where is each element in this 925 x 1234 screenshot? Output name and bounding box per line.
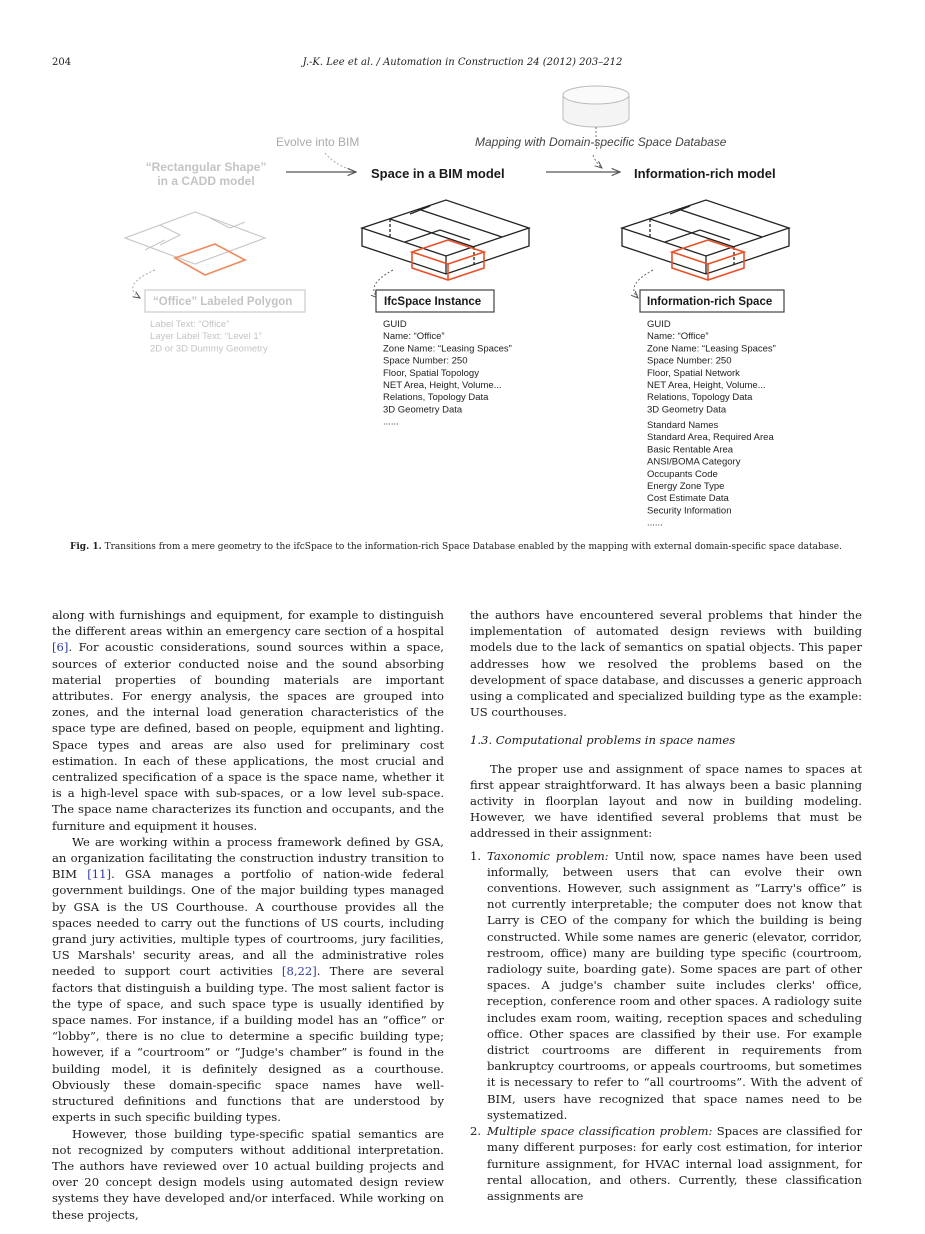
figure-1 [0,0,925,540]
attribute-line: Relations, Topology Data [383,392,489,404]
attribute-line: Name: “Office” [647,331,709,343]
text-run: along with furnishings and equipment, for example to distinguish the different areas within an emergency care section of a hospital [52,608,444,639]
attribute-line: Security Information [647,505,732,517]
attribute-line: GUID [647,319,671,330]
running-header: J.-K. Lee et al. / Automation in Construction 24 (2012) 203–212 [302,57,623,68]
text-run: . For acoustic considerations, sound sources within a space, sources of exterior conducted noise and the sound absorbing material properties of bounding materials are important attributes. For energy analysis, the spaces are grouped into zones, and the internal load generation characteristics of the space type are defined, based on people, equipment and lighting. Space types and areas are also used for preliminary cost estimation. In each of these applications, the most crucial and centralized specification of a space is the space name, whether it is a high-level space with sub-spaces, or a low level sub-space. The space name characterizes its function and occupants, and the furniture and equipment it houses. [52,640,444,833]
box-information-rich-space-label: Information-rich Space [647,296,773,308]
citation-link[interactable]: [11] [87,867,112,882]
stage1-title-line2: in a CADD model [157,174,255,188]
list-item-title: Multiple space classification problem: [487,1124,713,1139]
page-number: 204 [52,57,72,68]
ifcspace-attribute-list [383,319,512,428]
attribute-line: ...... [383,416,399,428]
cadd-polygon-drawing [125,212,265,275]
attribute-line: Standard Names [647,420,719,431]
info-rich-extra-attribute-list [647,420,774,529]
text-run: We are working within a process framework defined by GSA, an organization facilitating the construction industry transition to BIM [52,834,444,882]
list-number: 2. [470,1124,482,1139]
database-icon [563,86,629,127]
info-rich-attribute-list [647,319,776,415]
attribute-line: Floor, Spatial Topology [383,367,479,379]
paragraph: the authors have encountered several problems that hinder the implementation of automated design reviews with building models due to the lack of semantics on spatial objects. This paper addresses how we resolved the problems based on the development of space database, and discusses a generic approach using a complicated and specialized building type as the example: US courthouses. [470,608,862,720]
caption-label: Fig. 1. [70,542,102,552]
stage1-title-line1: “Rectangular Shape” [145,160,267,174]
attribute-line: NET Area, Height, Volume... [383,380,502,391]
paragraph [52,607,444,834]
list-item-title: Taxonomic problem: [487,848,609,863]
attribute-line: Name: “Office” [383,331,445,343]
evolve-label: Evolve into BIM [276,135,360,149]
attribute-line: ...... [647,517,663,529]
attribute-line: Cost Estimate Data [647,493,729,505]
attribute-line: Zone Name: “Leasing Spaces” [383,343,512,355]
citation-link[interactable]: [6] [52,640,69,655]
attribute-line: ANSI/BOMA Category [647,456,741,468]
list-number: 1. [470,848,482,863]
left-column [52,607,444,1223]
attribute-line: 3D Geometry Data [647,404,727,416]
attribute-line: 2D or 3D Dummy Geometry [150,343,268,355]
attribute-line: Energy Zone Type [647,481,725,492]
polygon-attribute-list [150,319,268,354]
attribute-line: Zone Name: “Leasing Spaces” [647,343,776,355]
list-item-text: Spaces are classified for many different purposes: for early cost estimation, for interior furniture assignment, for HVAC internal load assignment, for rental allocation, and others. Currently, these classification assignments are [487,1124,862,1203]
paragraph [52,834,444,1126]
figure-caption [70,541,870,553]
paragraph: The proper use and assignment of space names to spaces at first appear straightforward. It has always been a basic planning activity in floorplan layout and now in building modeling. However, we have identified several problems that must be addressed in their assignment: [470,761,862,841]
attribute-line: GUID [383,319,407,330]
caption-text: Transitions from a mere geometry to the ifcSpace to the information-rich Space Database enabled by the mapping with external domain-specific space database. [101,542,842,552]
attribute-line: 3D Geometry Data [383,404,463,416]
text-run: . There are several factors that distinguish a building type. The most salient factor is the type of space, and such space type is usually identified by space names. For instance, if a building model has an “office” or “lobby”, there is no clue to determine a specific building type; however, if a “courtroom” or “Judge's chamber” is found in the building model, it is definitely designed as a courthouse. Obviously these domain-specific space names have well-structured definitions and functions that are understood by experts in such specific building types. [52,964,445,1125]
citation-link[interactable]: [8,22] [281,964,317,979]
attribute-line: Space Number: 250 [383,355,468,367]
box-ifcspace-label: IfcSpace Instance [384,296,482,308]
attribute-line: Label Text: “Office” [150,319,230,330]
right-column [470,607,862,1204]
attribute-line: Floor, Spatial Network [647,367,740,379]
attribute-line: Basic Rentable Area [647,444,734,456]
section-heading: 1.3. Computational problems in space names [470,733,736,748]
stage2-title: Space in a BIM model [371,166,505,181]
attribute-line: Layer Label Text: “Level 1” [150,331,262,343]
bim-3d-model [362,200,529,280]
attribute-line: NET Area, Height, Volume... [647,380,766,391]
attribute-line: Occupants Code [647,468,718,480]
information-rich-3d-model [622,200,789,280]
paragraph: However, those building type-specific spatial semantics are not recognized by computers without additional interpretation. The authors have reviewed over 10 actual building projects and over 20 concept design models using automated design review systems they have developed and/or interfaced. While working on these projects, [52,1126,444,1222]
mapping-label: Mapping with Domain-specific Space Database [475,135,727,149]
attribute-line: Relations, Topology Data [647,392,753,404]
attribute-line: Space Number: 250 [647,355,732,367]
attribute-line: Standard Area, Required Area [647,432,774,444]
stage3-title: Information-rich model [634,166,776,181]
list-item-text: Until now, space names have been used informally, between users that can evolve their own conventions. However, such assignment as “Larry's office” is not currently interpretable; the computer does not know that Larry is CEO of the company for which the building is being constructed. While some names are generic (elevator, corridor, restroom, office) many are building type specific (courtroom, radiology suite, boarding gate). Some spaces are part of other spaces. A judge's chamber suite includes clerks' office, reception, conference room and other spaces. A radiology suite includes exam room, waiting, reception spaces and scheduling office. Other spaces are classified by their use. For example district courtrooms are different in requirements from bankruptcy courtrooms, or appeals courtrooms, but sometimes it is necessary to refer to “all courtrooms”. With the advent of BIM, users have recognized that space names need to be systematized. [487,848,862,1122]
box-labeled-polygon-label: “Office” Labeled Polygon [153,296,293,308]
list-item [470,848,862,1123]
problem-list [470,848,862,1204]
list-item [470,1123,862,1204]
text-run: . GSA manages a portfolio of nation-wide federal government buildings. One of the major building types managed by GSA is the US Courthouse. A courthouse provides all the spaces needed to carry out the functions of US courts, including grand jury activities, multiple types of courtrooms, jury facilities, US Marshals' security areas, and all the administrative roles needed to support court activities [52,867,444,979]
